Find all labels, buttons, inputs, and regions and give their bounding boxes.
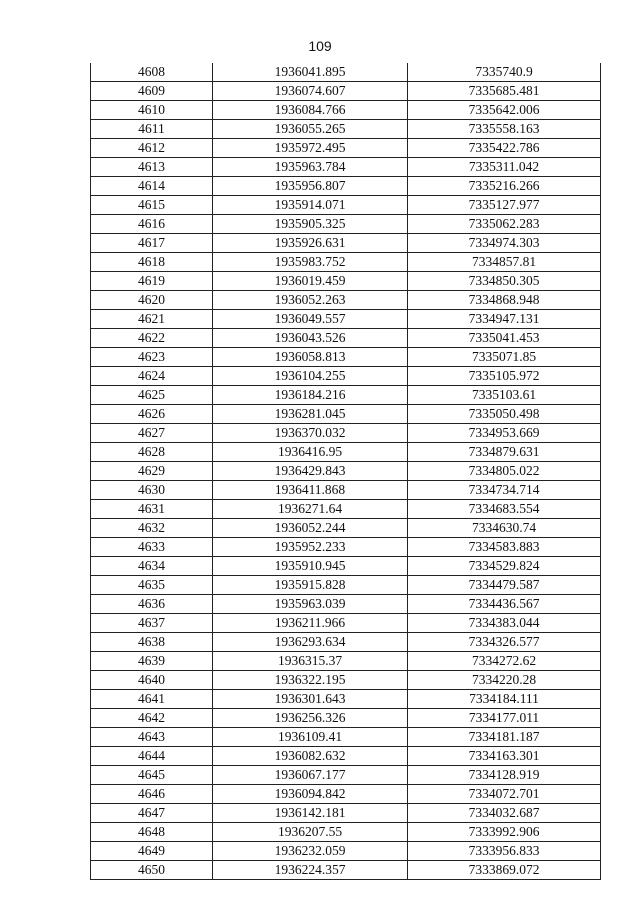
y-coordinate-cell: 7334032.687	[408, 804, 601, 823]
point-id-cell: 4614	[91, 177, 213, 196]
y-coordinate-cell: 7334683.554	[408, 500, 601, 519]
y-coordinate-cell: 7335127.977	[408, 196, 601, 215]
x-coordinate-cell: 1935972.495	[213, 139, 408, 158]
y-coordinate-cell: 7334868.948	[408, 291, 601, 310]
point-id-cell: 4613	[91, 158, 213, 177]
table-row	[91, 234, 601, 253]
y-coordinate-cell: 7335311.042	[408, 158, 601, 177]
y-coordinate-cell: 7335740.9	[408, 63, 601, 82]
y-coordinate-cell: 7335105.972	[408, 367, 601, 386]
table-row	[91, 63, 601, 82]
x-coordinate-cell: 1936271.64	[213, 500, 408, 519]
point-id-cell: 4650	[91, 861, 213, 880]
table-row	[91, 557, 601, 576]
y-coordinate-cell: 7334583.883	[408, 538, 601, 557]
x-coordinate-cell: 1936084.766	[213, 101, 408, 120]
table-row	[91, 823, 601, 842]
table-row	[91, 538, 601, 557]
table-row	[91, 139, 601, 158]
table-row	[91, 329, 601, 348]
x-coordinate-cell: 1936052.244	[213, 519, 408, 538]
table-row	[91, 424, 601, 443]
x-coordinate-cell: 1936074.607	[213, 82, 408, 101]
x-coordinate-cell: 1936322.195	[213, 671, 408, 690]
point-id-cell: 4632	[91, 519, 213, 538]
x-coordinate-cell: 1936411.868	[213, 481, 408, 500]
y-coordinate-cell: 7334879.631	[408, 443, 601, 462]
y-coordinate-cell: 7333992.906	[408, 823, 601, 842]
x-coordinate-cell: 1936256.326	[213, 709, 408, 728]
table-row	[91, 158, 601, 177]
table-row	[91, 595, 601, 614]
table-row	[91, 690, 601, 709]
y-coordinate-cell: 7333956.833	[408, 842, 601, 861]
point-id-cell: 4638	[91, 633, 213, 652]
x-coordinate-cell: 1936429.843	[213, 462, 408, 481]
y-coordinate-cell: 7334163.301	[408, 747, 601, 766]
x-coordinate-cell: 1936211.966	[213, 614, 408, 633]
y-coordinate-cell: 7334857.81	[408, 253, 601, 272]
point-id-cell: 4637	[91, 614, 213, 633]
table-row	[91, 348, 601, 367]
x-coordinate-cell: 1935915.828	[213, 576, 408, 595]
point-id-cell: 4615	[91, 196, 213, 215]
point-id-cell: 4611	[91, 120, 213, 139]
table-row	[91, 842, 601, 861]
point-id-cell: 4640	[91, 671, 213, 690]
point-id-cell: 4647	[91, 804, 213, 823]
x-coordinate-cell: 1936043.526	[213, 329, 408, 348]
table-row	[91, 196, 601, 215]
y-coordinate-cell: 7335558.163	[408, 120, 601, 139]
y-coordinate-cell: 7335050.498	[408, 405, 601, 424]
point-id-cell: 4641	[91, 690, 213, 709]
x-coordinate-cell: 1936041.895	[213, 63, 408, 82]
table-row	[91, 215, 601, 234]
table-row	[91, 576, 601, 595]
point-id-cell: 4622	[91, 329, 213, 348]
point-id-cell: 4633	[91, 538, 213, 557]
y-coordinate-cell: 7334953.669	[408, 424, 601, 443]
y-coordinate-cell: 7334383.044	[408, 614, 601, 633]
y-coordinate-cell: 7334850.305	[408, 272, 601, 291]
x-coordinate-cell: 1936019.459	[213, 272, 408, 291]
x-coordinate-cell: 1935952.233	[213, 538, 408, 557]
point-id-cell: 4643	[91, 728, 213, 747]
x-coordinate-cell: 1935963.039	[213, 595, 408, 614]
x-coordinate-cell: 1936301.643	[213, 690, 408, 709]
point-id-cell: 4617	[91, 234, 213, 253]
point-id-cell: 4612	[91, 139, 213, 158]
table-row	[91, 405, 601, 424]
point-id-cell: 4629	[91, 462, 213, 481]
x-coordinate-cell: 1936142.181	[213, 804, 408, 823]
x-coordinate-cell: 1935983.752	[213, 253, 408, 272]
y-coordinate-cell: 7334974.303	[408, 234, 601, 253]
table-row	[91, 652, 601, 671]
x-coordinate-cell: 1936315.37	[213, 652, 408, 671]
point-id-cell: 4616	[91, 215, 213, 234]
point-id-cell: 4621	[91, 310, 213, 329]
x-coordinate-cell: 1935926.631	[213, 234, 408, 253]
y-coordinate-cell: 7334529.824	[408, 557, 601, 576]
y-coordinate-cell: 7333869.072	[408, 861, 601, 880]
table-row	[91, 804, 601, 823]
point-id-cell: 4645	[91, 766, 213, 785]
x-coordinate-cell: 1935956.807	[213, 177, 408, 196]
table-row	[91, 82, 601, 101]
point-id-cell: 4626	[91, 405, 213, 424]
y-coordinate-cell: 7334947.131	[408, 310, 601, 329]
x-coordinate-cell: 1936224.357	[213, 861, 408, 880]
x-coordinate-cell: 1936067.177	[213, 766, 408, 785]
table-row	[91, 785, 601, 804]
y-coordinate-cell: 7334272.62	[408, 652, 601, 671]
table-row	[91, 310, 601, 329]
table-row	[91, 766, 601, 785]
x-coordinate-cell: 1935914.071	[213, 196, 408, 215]
point-id-cell: 4636	[91, 595, 213, 614]
x-coordinate-cell: 1936416.95	[213, 443, 408, 462]
x-coordinate-cell: 1936232.059	[213, 842, 408, 861]
table-row	[91, 367, 601, 386]
x-coordinate-cell: 1936055.265	[213, 120, 408, 139]
y-coordinate-cell: 7334630.74	[408, 519, 601, 538]
x-coordinate-cell: 1935963.784	[213, 158, 408, 177]
point-id-cell: 4642	[91, 709, 213, 728]
table-row	[91, 291, 601, 310]
table-row	[91, 728, 601, 747]
point-id-cell: 4644	[91, 747, 213, 766]
point-id-cell: 4628	[91, 443, 213, 462]
point-id-cell: 4627	[91, 424, 213, 443]
point-id-cell: 4635	[91, 576, 213, 595]
point-id-cell: 4619	[91, 272, 213, 291]
x-coordinate-cell: 1936370.032	[213, 424, 408, 443]
y-coordinate-cell: 7335422.786	[408, 139, 601, 158]
table-row	[91, 519, 601, 538]
x-coordinate-cell: 1936293.634	[213, 633, 408, 652]
x-coordinate-cell: 1936052.263	[213, 291, 408, 310]
x-coordinate-cell: 1936207.55	[213, 823, 408, 842]
y-coordinate-cell: 7335642.006	[408, 101, 601, 120]
x-coordinate-cell: 1936109.41	[213, 728, 408, 747]
y-coordinate-cell: 7334805.022	[408, 462, 601, 481]
point-id-cell: 4623	[91, 348, 213, 367]
y-coordinate-cell: 7335685.481	[408, 82, 601, 101]
y-coordinate-cell: 7335062.283	[408, 215, 601, 234]
y-coordinate-cell: 7334177.011	[408, 709, 601, 728]
y-coordinate-cell: 7334072.701	[408, 785, 601, 804]
table-row	[91, 101, 601, 120]
page-number: 109	[308, 38, 332, 54]
x-coordinate-cell: 1936281.045	[213, 405, 408, 424]
x-coordinate-cell: 1936094.842	[213, 785, 408, 804]
x-coordinate-cell: 1936082.632	[213, 747, 408, 766]
x-coordinate-cell: 1936104.255	[213, 367, 408, 386]
table-row	[91, 861, 601, 880]
table-row	[91, 272, 601, 291]
table-row	[91, 671, 601, 690]
table-row	[91, 443, 601, 462]
table-row	[91, 177, 601, 196]
table-row	[91, 253, 601, 272]
coordinates-table-body	[91, 63, 601, 880]
y-coordinate-cell: 7334184.111	[408, 690, 601, 709]
table-row	[91, 747, 601, 766]
table-row	[91, 481, 601, 500]
point-id-cell: 4630	[91, 481, 213, 500]
x-coordinate-cell: 1935910.945	[213, 557, 408, 576]
y-coordinate-cell: 7335071.85	[408, 348, 601, 367]
table-row	[91, 709, 601, 728]
y-coordinate-cell: 7335103.61	[408, 386, 601, 405]
table-row	[91, 462, 601, 481]
table-row	[91, 386, 601, 405]
x-coordinate-cell: 1936184.216	[213, 386, 408, 405]
y-coordinate-cell: 7335216.266	[408, 177, 601, 196]
y-coordinate-cell: 7334326.577	[408, 633, 601, 652]
point-id-cell: 4608	[91, 63, 213, 82]
y-coordinate-cell: 7334436.567	[408, 595, 601, 614]
point-id-cell: 4648	[91, 823, 213, 842]
y-coordinate-cell: 7334220.28	[408, 671, 601, 690]
point-id-cell: 4631	[91, 500, 213, 519]
point-id-cell: 4609	[91, 82, 213, 101]
y-coordinate-cell: 7335041.453	[408, 329, 601, 348]
y-coordinate-cell: 7334479.587	[408, 576, 601, 595]
table-row	[91, 500, 601, 519]
table-row	[91, 633, 601, 652]
x-coordinate-cell: 1936049.557	[213, 310, 408, 329]
point-id-cell: 4620	[91, 291, 213, 310]
point-id-cell: 4625	[91, 386, 213, 405]
y-coordinate-cell: 7334181.187	[408, 728, 601, 747]
point-id-cell: 4639	[91, 652, 213, 671]
y-coordinate-cell: 7334734.714	[408, 481, 601, 500]
point-id-cell: 4649	[91, 842, 213, 861]
point-id-cell: 4618	[91, 253, 213, 272]
point-id-cell: 4624	[91, 367, 213, 386]
coordinates-table	[90, 63, 601, 880]
point-id-cell: 4610	[91, 101, 213, 120]
x-coordinate-cell: 1936058.813	[213, 348, 408, 367]
table-row	[91, 120, 601, 139]
point-id-cell: 4646	[91, 785, 213, 804]
x-coordinate-cell: 1935905.325	[213, 215, 408, 234]
y-coordinate-cell: 7334128.919	[408, 766, 601, 785]
table-row	[91, 614, 601, 633]
point-id-cell: 4634	[91, 557, 213, 576]
